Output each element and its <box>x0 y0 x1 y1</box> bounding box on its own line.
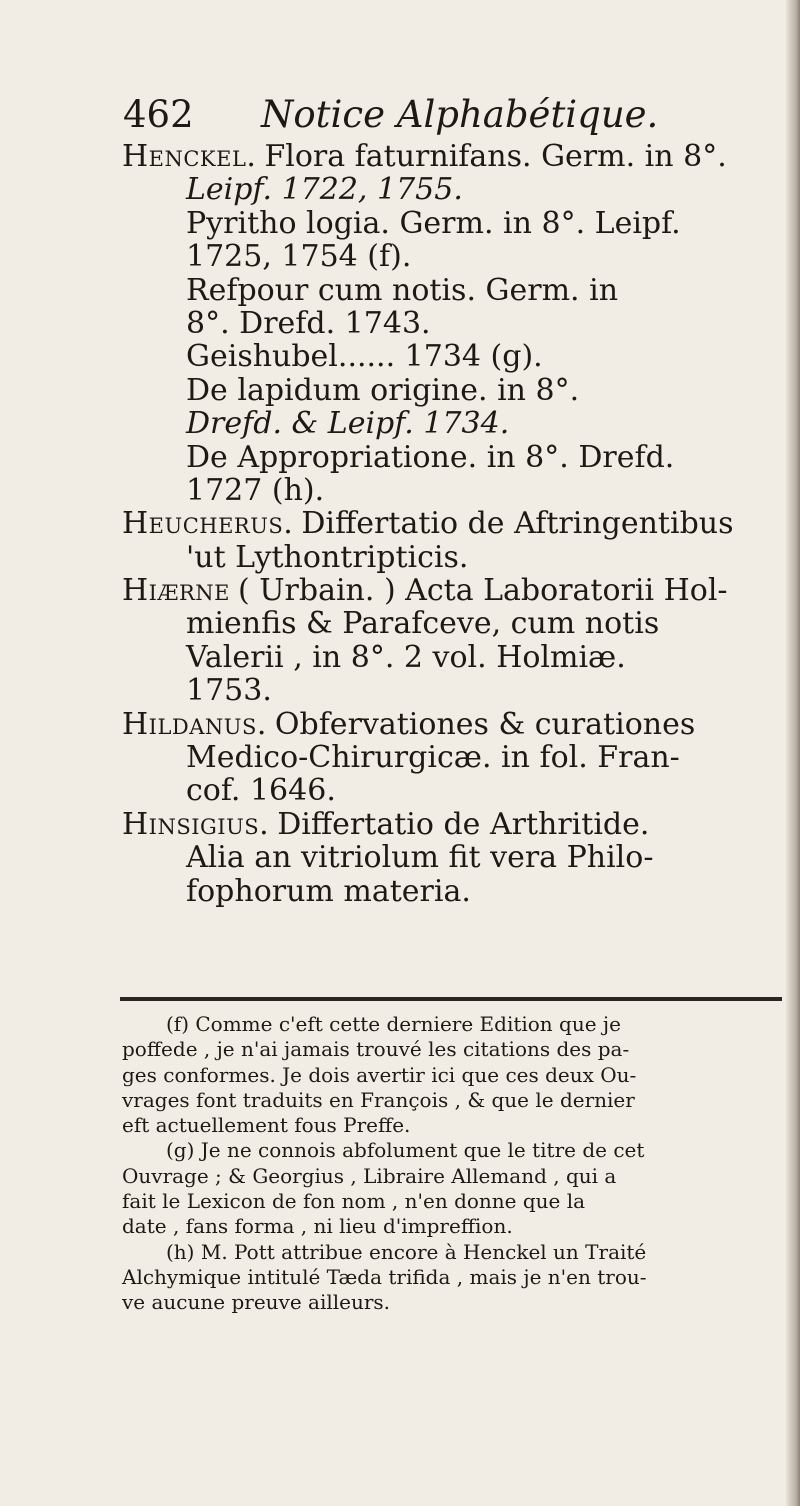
entry-text: cof. 1646. <box>186 773 336 809</box>
entry-text: Leipf. 1722, 1755. <box>186 172 463 208</box>
entry-hiaerne-line-3 <box>122 641 782 674</box>
entry-name: Hiærne <box>122 573 230 609</box>
entry-hildanus-line-1 <box>122 708 782 741</box>
entry-henckel-line-9 <box>122 407 782 440</box>
entry-henckel-line-5 <box>122 274 782 307</box>
entry-hinsigius-line-3 <box>122 875 782 908</box>
footnote-line: date , fans forma , ni lieu d'impreffion. <box>122 1214 513 1239</box>
entry-henckel-line-6 <box>122 307 782 340</box>
footnote-line: fait le Lexicon de fon nom , n'en donne que la <box>122 1189 586 1214</box>
entry-text: Alia an vitriolum fit vera Philo- <box>186 840 654 876</box>
entry-hildanus-line-2 <box>122 741 782 774</box>
footnote-line: ve aucune preuve ailleurs. <box>122 1290 391 1315</box>
entry-text: fophorum materia. <box>186 873 471 909</box>
entry-text: Valerii , in 8°. 2 vol. Holmiæ. <box>186 639 626 675</box>
footnote-divider <box>120 997 782 1001</box>
entry-hinsigius-line-1 <box>122 808 782 841</box>
entry-text: 8°. Drefd. 1743. <box>186 305 431 341</box>
entry-text: Flora faturnifans. Germ. in 8°. <box>264 139 727 174</box>
entry-hinsigius-line-2 <box>122 841 782 874</box>
entry-henckel-line-4 <box>122 240 782 273</box>
entry-henckel-line-11 <box>122 474 782 507</box>
footnote-line: poffede , je n'ai jamais trouvé les citations des pa- <box>122 1037 630 1062</box>
entry-name: Henckel. <box>122 139 257 174</box>
entry-text: Medico-Chirurgicæ. in fol. Fran- <box>186 740 680 776</box>
entry-name: Hildanus. <box>122 706 267 742</box>
entry-name: Hinsigius. <box>122 806 270 842</box>
entry-text: 1753. <box>186 673 272 709</box>
footnote-line: (f) Comme c'eft cette derniere Edition que je <box>166 1012 621 1036</box>
entry-henckel-line-8 <box>122 374 782 407</box>
footnote-line: eft actuellement fous Preffe. <box>122 1113 411 1138</box>
entry-henckel-line-10 <box>122 441 782 474</box>
entry-text: De lapidum origine. in 8°. <box>186 372 580 408</box>
entry-heucherus-line-1 <box>122 507 782 540</box>
entry-henckel-line-1 <box>122 140 782 173</box>
running-header <box>123 92 763 138</box>
footnotes <box>122 1012 784 1316</box>
entry-name: Heucherus. <box>122 506 294 542</box>
entry-text: 1727 (h). <box>186 472 325 508</box>
entry-text: 'ut Lythontripticis. <box>186 539 469 575</box>
entry-text: ( Urbain. ) Acta Laboratorii Hol- <box>238 573 728 609</box>
page-title: Notice Alphabétique. <box>261 93 659 136</box>
footnote-line: ges conformes. Je dois avertir ici que ces deux Ou- <box>122 1062 637 1087</box>
entry-text: Refpour cum notis. Germ. in <box>186 272 619 308</box>
footnote-line: (h) M. Pott attribue encore à Henckel un Traité <box>166 1239 647 1264</box>
entry-text: Differtatio de Arthritide. <box>277 806 650 842</box>
entry-hiaerne-line-2 <box>122 607 782 640</box>
footnote-line: vrages font traduits en François , & que le dernier <box>122 1087 635 1112</box>
entry-text: Geishubel...... 1734 (g). <box>186 339 543 375</box>
entry-henckel-line-3 <box>122 207 782 240</box>
entry-text: Pyritho logia. Germ. in 8°. Leipf. <box>186 205 681 241</box>
entry-heucherus-line-2 <box>122 541 782 574</box>
entry-text: Differtatio de Aftringentibus <box>301 506 734 542</box>
footnote-line: Alchymique intitulé Tæda trifida , mais je n'en trou- <box>122 1264 647 1289</box>
entry-text: Obfervationes & curationes <box>274 706 696 742</box>
entry-hiaerne-line-4 <box>122 674 782 707</box>
page-number: 462 <box>123 93 194 136</box>
footnote-line: (g) Je ne connois abfolument que le titre de cet <box>166 1138 645 1163</box>
entry-hildanus-line-3 <box>122 774 782 807</box>
entry-text: Drefd. & Leipf. 1734. <box>186 406 510 442</box>
entries-list <box>122 140 782 908</box>
entry-henckel-line-7 <box>122 340 782 373</box>
entry-text: De Appropriatione. in 8°. Drefd. <box>186 439 675 475</box>
entry-text: 1725, 1754 (f). <box>186 239 412 275</box>
entry-hiaerne-line-1 <box>122 574 782 607</box>
footnote-line: Ouvrage ; & Georgius , Libraire Allemand , qui a <box>122 1163 617 1188</box>
page-edge <box>786 0 800 1506</box>
entry-henckel-line-2 <box>122 173 782 206</box>
entry-text: mienfis & Parafceve, cum notis <box>186 606 660 642</box>
